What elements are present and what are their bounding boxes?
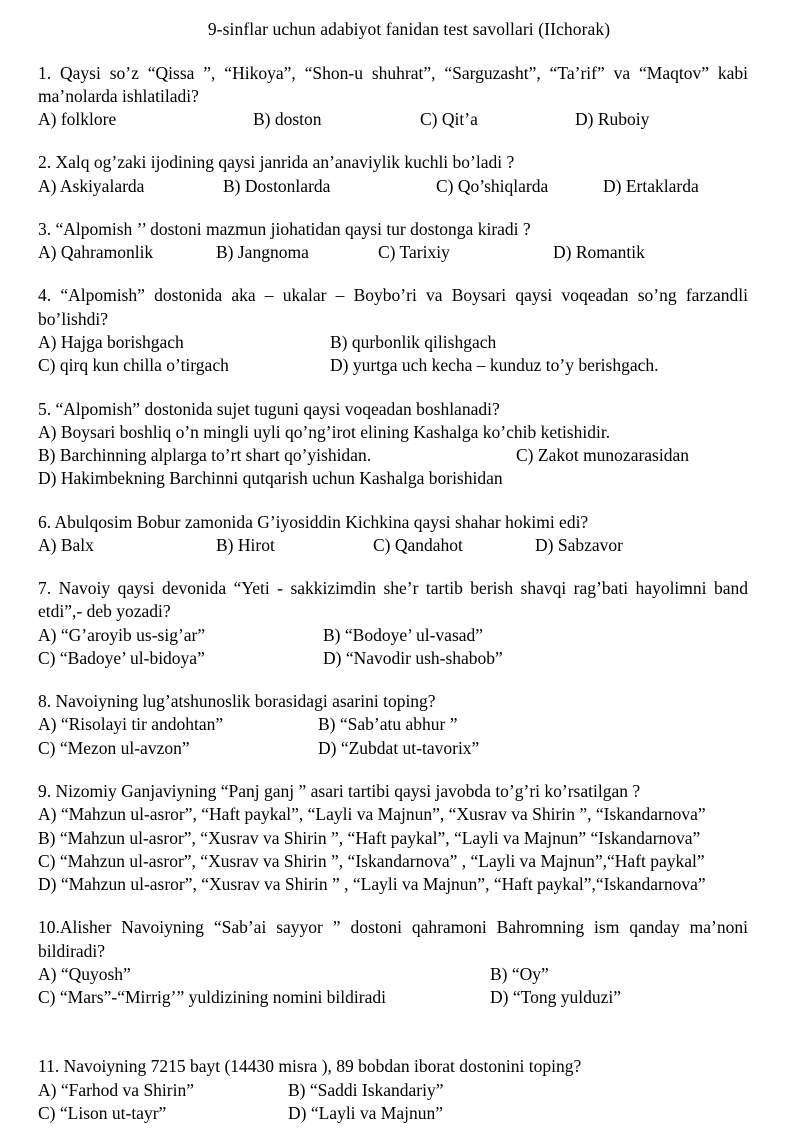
question-stem: 2. Xalq og’zaki ijodining qaysi janrida an’anaviylik kuchli bo’ladi ? xyxy=(38,152,515,173)
question-stem: 9. Nizomiy Ganjaviyning “Panj ganj ” asari tartibi qaysi javobda to’g’ri ko’rsatilgan ? xyxy=(38,781,641,801)
question-stem: 11. Navoiyning 7215 bayt (14430 misra ), 89 bobdan iborat dostonini toping? xyxy=(38,1056,582,1077)
option-row xyxy=(38,444,770,467)
option-row xyxy=(38,331,770,354)
option-row xyxy=(38,624,770,647)
option-row xyxy=(38,534,770,557)
answer-option[interactable]: C) “Mahzun ul-asror”, “Xusrav va Shirin ”, “Iskandarnova” , “Layli va Majnun”,“Haft paykal” xyxy=(38,850,705,871)
answer-option[interactable]: B) “Sab’atu abhur ” xyxy=(318,714,458,735)
answer-option[interactable]: C) “Lison ut-tayr” xyxy=(38,1102,167,1123)
answer-option[interactable]: C) “Mars”-“Mirrig’” yuldizining nomini bildiradi xyxy=(38,987,386,1008)
question-block xyxy=(38,284,770,377)
question-block xyxy=(38,916,770,1009)
question-stem: 4. “Alpomish” dostonida aka – ukalar – Boybo’ri va Boysari qaysi voqeadan so’ng farzandli bo’lishdi? xyxy=(38,285,748,329)
answer-option[interactable]: D) “Mahzun ul-asror”, “Xusrav va Shirin ” , “Layli va Majnun”, “Haft paykal”,“Iskandarnova” xyxy=(38,874,706,895)
answer-option[interactable]: B) qurbonlik qilishgach xyxy=(330,332,497,353)
option-row xyxy=(38,1102,770,1125)
question-stem: 8. Navoiyning lug’atshunoslik borasidagi asarini toping? xyxy=(38,691,436,712)
option-row xyxy=(38,421,770,444)
option-row xyxy=(38,803,770,826)
answer-option[interactable]: C) Qo’shiqlarda xyxy=(436,175,549,196)
question-block xyxy=(38,62,770,132)
answer-option[interactable]: A) Hajga borishgach xyxy=(38,332,184,353)
answer-option[interactable]: C) Tarixiy xyxy=(378,242,450,263)
question-block xyxy=(38,218,770,265)
question-stem: 1. Qaysi so’z “Qissa ”, “Hikoya”, “Shon-u shuhrat”, “Sarguzasht”, “Ta’rif” va “Maqtov” kabi ma’nolarda ishlatiladi? xyxy=(38,62,748,106)
question-block xyxy=(38,780,770,896)
question-stem: 3. “Alpomish ’’ dostoni mazmun jiohatidan qaysi tur dostonga kiradi ? xyxy=(38,218,531,239)
option-row xyxy=(38,713,770,736)
answer-option[interactable]: C) Zakot munozarasidan xyxy=(516,445,690,466)
answer-option[interactable]: D) “Navodir ush-shabob” xyxy=(323,647,503,668)
option-row xyxy=(38,241,770,264)
answer-option[interactable]: B) “Mahzun ul-asror”, “Xusrav va Shirin ”, “Haft paykal”, “Layli va Majnun” “Iskandarnova” xyxy=(38,827,701,848)
answer-option[interactable]: A) Balx xyxy=(38,534,94,555)
question-stem: 6. Abulqosim Bobur zamonida G’iyosiddin Kichkina qaysi shahar hokimi edi? xyxy=(38,511,589,532)
answer-option[interactable]: A) “Quyosh” xyxy=(38,963,131,984)
answer-option[interactable]: B) doston xyxy=(253,109,322,130)
answer-option[interactable]: C) Qit’a xyxy=(420,109,478,130)
question-block xyxy=(38,511,770,558)
option-row xyxy=(38,1079,770,1102)
option-row xyxy=(38,827,770,850)
answer-option[interactable]: B) “Saddi Iskandariy” xyxy=(288,1079,444,1100)
answer-option[interactable]: D) Ertaklarda xyxy=(603,175,699,196)
answer-option[interactable]: D) Ruboiy xyxy=(575,109,650,130)
answer-option[interactable]: A) “Risolayi tir andohtan” xyxy=(38,714,224,735)
option-row xyxy=(38,986,770,1009)
option-row xyxy=(38,873,770,896)
question-stem: 10.Alisher Navoiyning “Sab’ai sayyor ” dostoni qahramoni Bahromning ism qanday ma’noni bildiradi? xyxy=(38,917,748,961)
answer-option[interactable]: D) Sabzavor xyxy=(535,534,623,555)
option-row xyxy=(38,467,770,490)
option-row xyxy=(38,737,770,760)
question-block xyxy=(38,577,770,670)
answer-option[interactable]: D) “Tong yulduzi” xyxy=(490,987,621,1008)
option-row xyxy=(38,108,770,131)
question-block xyxy=(38,690,770,760)
option-row xyxy=(38,963,770,986)
answer-option[interactable]: A) Askiyalarda xyxy=(38,175,145,196)
option-row xyxy=(38,175,770,198)
answer-option[interactable]: A) “Mahzun ul-asror”, “Haft paykal”, “Layli va Majnun”, “Xusrav va Shirin ”, “Iskandarnova” xyxy=(38,804,706,825)
answer-option[interactable]: B) Barchinning alplarga to’rt shart qo’yishidan. xyxy=(38,445,372,466)
answer-option[interactable]: A) folklore xyxy=(38,109,117,130)
answer-option[interactable]: D) Hakimbekning Barchinni qutqarish uchun Kashalga borishidan xyxy=(38,468,503,489)
answer-option[interactable]: A) “Farhod va Shirin” xyxy=(38,1079,195,1100)
answer-option[interactable]: D) Romantik xyxy=(553,242,645,263)
option-row xyxy=(38,354,770,377)
answer-option[interactable]: B) Dostonlarda xyxy=(223,175,331,196)
answer-option[interactable]: C) qirq kun chilla o’tirgach xyxy=(38,355,229,376)
answer-option[interactable]: B) “Oy” xyxy=(490,963,549,984)
answer-option[interactable]: A) Boysari boshliq o’n mingli uyli qo’ng’irot elining Kashalga ko’chib ketishidir. xyxy=(38,421,611,442)
answer-option[interactable]: A) Qahramonlik xyxy=(38,242,154,263)
answer-option[interactable]: B) Jangnoma xyxy=(216,242,309,263)
answer-option[interactable]: B) “Bodoye’ ul-vasad” xyxy=(323,624,484,645)
option-row xyxy=(38,647,770,670)
question-block xyxy=(38,1055,770,1125)
answer-option[interactable]: C) “Badoye’ ul-bidoya” xyxy=(38,647,205,668)
question-block xyxy=(38,151,770,198)
answer-option[interactable]: A) “G’aroyib us-sig’ar” xyxy=(38,624,206,645)
answer-option[interactable]: B) Hirot xyxy=(216,534,275,555)
answer-option[interactable]: D) “Layli va Majnun” xyxy=(288,1102,444,1123)
answer-option[interactable]: C) Qandahot xyxy=(373,534,463,555)
question-block xyxy=(38,398,770,491)
answer-option[interactable]: D) “Zubdat ut-tavorix” xyxy=(318,737,480,758)
option-row xyxy=(38,850,770,873)
question-stem: 5. “Alpomish” dostonida sujet tuguni qaysi voqeadan boshlanadi? xyxy=(38,398,500,419)
questions-list xyxy=(38,62,770,1126)
question-stem: 7. Navoiy qaysi devonida “Yeti - sakkizimdin she’r tartib berish shavqi rag’bati hayolimni band etdi”,- deb yozadi? xyxy=(38,578,748,622)
answer-option[interactable]: C) “Mezon ul-avzon” xyxy=(38,737,190,758)
page-title: 9-sinflar uchun adabiyot fanidan test savollari (IIchorak) xyxy=(207,19,611,39)
answer-option[interactable]: D) yurtga uch kecha – kunduz to’y berishgach. xyxy=(330,355,659,376)
